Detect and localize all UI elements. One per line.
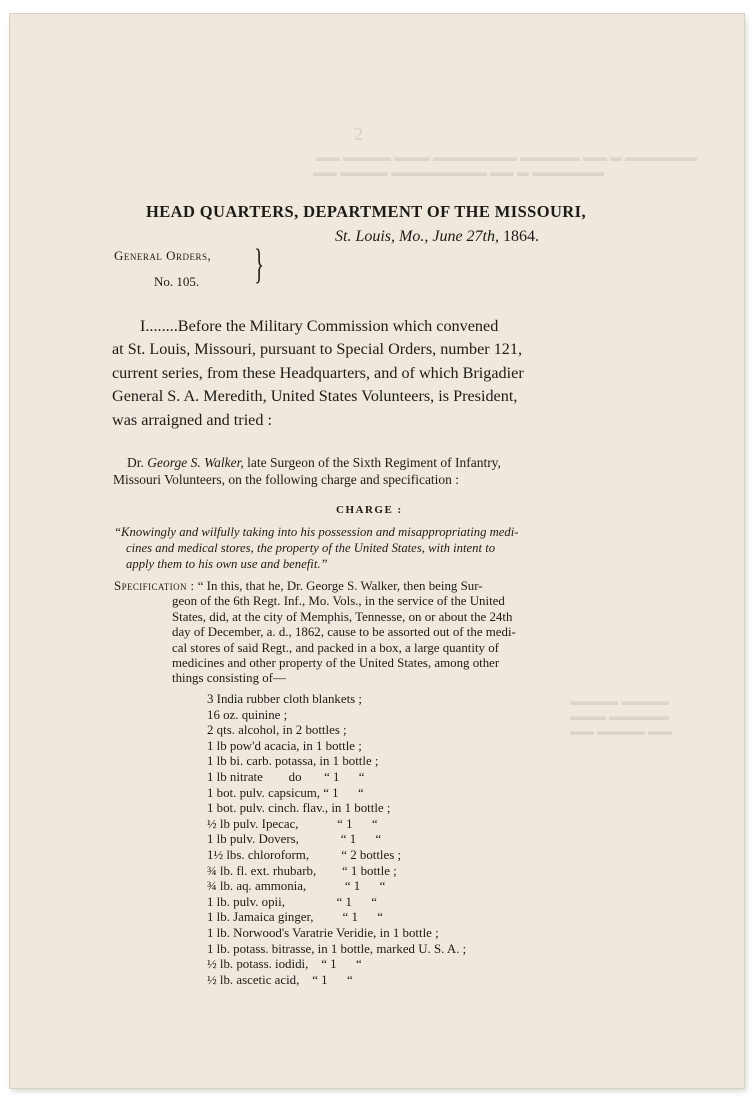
paragraph-line: was arraigned and tried : — [112, 410, 273, 429]
list-item: 1 lb. Norwood's Varatrie Veridie, in 1 bottle ; — [207, 925, 439, 940]
paragraph-one — [112, 315, 612, 432]
list-item: 16 oz. quinine ; — [207, 707, 288, 722]
list-item: 1 lb. potass. bitrasse, in 1 bottle, marked U. S. A. ; — [207, 941, 467, 956]
specification-label: Specification : — [114, 579, 195, 593]
accused-name: George S. Walker, — [147, 455, 244, 470]
paragraph-line: I........Before the Military Commission which convened — [140, 317, 499, 335]
charge-line: “Knowingly and wilfully taking into his possession and misappropriating medi- — [114, 525, 519, 539]
list-item: ¾ lb. fl. ext. rhubarb, “ 1 bottle ; — [207, 863, 397, 878]
accused-rest: late Surgeon of the Sixth Regiment of Infantry, — [243, 455, 501, 470]
paragraph-line: current series, from these Headquarters, and of which Brigadier — [112, 363, 524, 382]
accused-paragraph — [113, 454, 610, 488]
document-page — [10, 14, 744, 1088]
charge-text — [114, 524, 611, 572]
list-item: 1 lb bi. carb. potassa, in 1 bottle ; — [207, 754, 379, 769]
list-item: 1½ lbs. chloroform, “ 2 bottles ; — [207, 847, 402, 862]
list-item: 1 bot. pulv. capsicum, “ 1 “ — [207, 785, 364, 800]
place-date-text: St. Louis, Mo., June 27th, — [335, 228, 499, 245]
show-through-right: ▬▬▬▬ ▬▬▬▬ ▬▬▬ ▬▬▬▬▬ ▬▬ ▬▬▬▬ ▬▬ — [570, 694, 672, 738]
spec-line-text: “ In this, that he, Dr. George S. Walker, then being Sur- — [194, 579, 483, 593]
faint-page-number: 2 — [354, 124, 363, 144]
list-item: 1 lb. Jamaica ginger, “ 1 “ — [207, 910, 383, 925]
charge-line: cines and medical stores, the property of the United States, with intent to — [126, 541, 496, 555]
list-item: 3 India rubber cloth blankets ; — [207, 692, 363, 706]
department-heading: HEAD QUARTERS, DEPARTMENT OF THE MISSOURI, — [146, 202, 586, 221]
spec-line: geon of the 6th Regt. Inf., Mo. Vols., in the service of the United — [172, 594, 505, 609]
list-item: ¾ lb. aq. ammonia, “ 1 “ — [207, 879, 386, 894]
list-item: ½ lb pulv. Ipecac, “ 1 “ — [207, 816, 378, 831]
item-list — [207, 692, 466, 988]
list-item: 1 bot. pulv. cinch. flav., in 1 bottle ; — [207, 801, 391, 816]
order-number: No. 105. — [154, 274, 200, 289]
accused-line-2: Missouri Volunteers, on the following charge and specification : — [113, 472, 460, 487]
charge-line: apply them to his own use and benefit.” — [126, 557, 328, 571]
brace-glyph: } — [254, 242, 265, 288]
show-through-top: ▬▬ ▬▬▬▬ ▬▬▬ ▬▬▬▬▬▬▬ ▬▬▬▬▬ ▬▬ ▬ ▬▬▬▬▬▬ ▬▬ ▬▬▬▬ ▬▬▬▬▬▬▬▬ ▬▬ ▬ ▬▬▬▬▬▬ — [313, 150, 697, 179]
year-text: 1864. — [503, 228, 539, 245]
list-item: 1 lb pulv. Dovers, “ 1 “ — [207, 832, 382, 847]
list-item: ½ lb. ascetic acid, “ 1 “ — [207, 972, 353, 987]
spec-line: things consisting of— — [172, 671, 286, 686]
spec-line: cal stores of said Regt., and packed in a box, a large quantity of — [172, 640, 499, 655]
list-item: 2 qts. alcohol, in 2 bottles ; — [207, 723, 347, 738]
list-item: 1 lb nitrate do “ 1 “ — [207, 769, 365, 784]
charge-heading: CHARGE : — [336, 504, 403, 516]
place-and-date — [335, 228, 539, 246]
spec-line — [114, 579, 610, 594]
spec-line: day of December, a. d., 1862, cause to be assorted out of the medi- — [172, 625, 516, 640]
list-item: 1 lb pow'd acacia, in 1 bottle ; — [207, 738, 362, 753]
specification — [114, 579, 610, 687]
general-orders-label: General Orders, — [114, 248, 212, 263]
paragraph-line: General S. A. Meredith, United States Volunteers, is President, — [112, 387, 518, 406]
accused-line-1 — [113, 454, 610, 471]
paragraph-line: at St. Louis, Missouri, pursuant to Special Orders, number 121, — [112, 340, 523, 359]
spec-line: States, did, at the city of Memphis, Tennesse, on or about the 24th — [172, 609, 513, 624]
accused-prefix: Dr. — [127, 455, 148, 470]
spec-line: medicines and other property of the United States, among other — [172, 656, 500, 671]
list-item: 1 lb. pulv. opii, “ 1 “ — [207, 894, 377, 909]
list-item: ½ lb. potass. iodidi, “ 1 “ — [207, 957, 362, 972]
